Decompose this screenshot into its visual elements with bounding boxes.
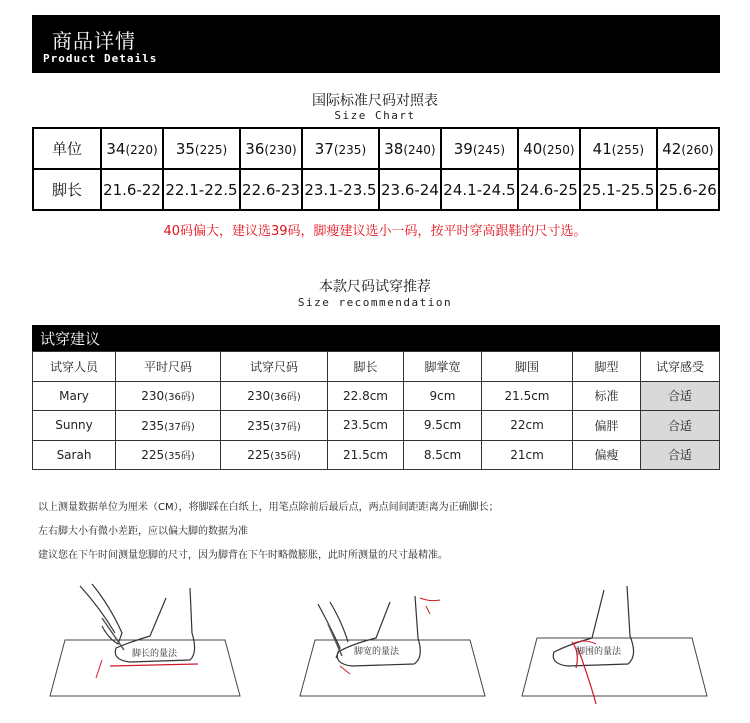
note-line: 建议您在下午时间测量您脚的尺寸，因为脚背在下午时略微膨胀，此时所测量的尺寸最精准。: [38, 550, 448, 561]
size-number: 37: [314, 139, 334, 158]
foot-width: 9cm: [404, 381, 482, 411]
illustration-label: 脚宽的量法: [354, 647, 400, 657]
foot-type: 偏瘦: [573, 440, 641, 470]
foot-type: 偏胖: [573, 411, 641, 441]
tried-size-code: (37码): [270, 421, 301, 433]
measurement-notes: [38, 496, 499, 568]
size-mm: (245): [472, 142, 506, 157]
column-header: 脚长: [328, 352, 404, 382]
fit-feeling: 合适: [641, 381, 720, 411]
fit-feeling: 合适: [641, 440, 720, 470]
size-row-unit: [33, 128, 719, 169]
illustration-label: 脚围的量法: [576, 647, 622, 657]
usual-size-value: 235: [141, 418, 165, 433]
size-number: 41: [592, 139, 612, 158]
usual-size: [116, 440, 221, 470]
size-row-foot-length: [33, 169, 719, 210]
foot-length-illustration: [40, 578, 250, 708]
size-number: 40: [523, 139, 543, 158]
foot-girth: 21.5cm: [482, 381, 573, 411]
usual-size: [116, 411, 221, 441]
size-mm: (230): [264, 142, 297, 157]
tried-size: [221, 381, 328, 411]
size-number: 35: [175, 139, 195, 158]
tried-size-code: (36码): [270, 392, 301, 404]
foot-length-cell: 22.1-22.5: [163, 169, 240, 210]
size-cell: [518, 128, 580, 169]
recommendation-title: 本款尺码试穿推荐: [319, 279, 431, 295]
header-title-cn: 商品详情: [52, 29, 136, 53]
foot-length-cell: 22.6-23: [240, 169, 302, 210]
size-number: 36: [245, 139, 265, 158]
header-title-en: Product Details: [43, 52, 158, 65]
usual-size: [116, 381, 221, 411]
size-mm: (220): [125, 142, 158, 157]
column-header: 脚掌宽: [404, 352, 482, 382]
size-mm: (235): [333, 142, 367, 157]
size-cell: [580, 128, 657, 169]
fit-section-header: [32, 325, 720, 351]
foot-type: 标准: [573, 381, 641, 411]
column-header: 试穿尺码: [221, 352, 328, 382]
size-cell: [101, 128, 163, 169]
foot-length-cell: 23.6-24: [379, 169, 441, 210]
tried-size: [221, 440, 328, 470]
size-row-label: 单位: [33, 128, 101, 169]
usual-size-code: (35码): [164, 451, 195, 463]
tried-size-value: 230: [247, 389, 271, 404]
size-chart-title: 国际标准尺码对照表: [312, 93, 438, 109]
size-cell: [302, 128, 379, 169]
note-line: 左右脚大小有微小差距，应以偏大脚的数据为准: [38, 526, 248, 537]
size-number: 39: [453, 139, 473, 158]
foot-length-cell: 24.1-24.5: [441, 169, 518, 210]
table-row: [33, 440, 720, 470]
column-header: 平时尺码: [116, 352, 221, 382]
tester-name: Sarah: [33, 440, 116, 470]
fit-section-label: 试穿建议: [40, 330, 101, 348]
size-cell: [240, 128, 302, 169]
size-mm: (250): [542, 142, 575, 157]
size-advice-note: 40码偏大，建议选39码，脚瘦建议选小一码，按平时穿高跟鞋的尺寸选。: [163, 224, 587, 239]
foot-length-cell: 25.6-26: [657, 169, 719, 210]
foot-length-cell: 24.6-25: [518, 169, 580, 210]
tried-size: [221, 411, 328, 441]
foot-girth: 22cm: [482, 411, 573, 441]
tester-name: Sunny: [33, 411, 116, 441]
size-cell: [379, 128, 441, 169]
column-header: 脚围: [482, 352, 573, 382]
foot-width: 9.5cm: [404, 411, 482, 441]
column-header: 试穿人员: [33, 352, 116, 382]
column-header: 脚型: [573, 352, 641, 382]
note-line: 以上测量数据单位为厘米（CM），将脚踩在白纸上，用笔点除前后最后点，两点间间距距离为正确脚长；: [38, 502, 499, 513]
tester-name: Mary: [33, 381, 116, 411]
foot-width-illustration: [290, 578, 500, 708]
foot-girth-illustration: [512, 578, 722, 708]
foot-length: 22.8cm: [328, 381, 404, 411]
tried-size-code: (35码): [270, 451, 301, 463]
page-header-banner: [32, 15, 720, 73]
tried-size-value: 225: [247, 448, 271, 463]
size-mm: (225): [194, 142, 228, 157]
foot-width-drawing: [290, 578, 500, 708]
size-cell: [441, 128, 518, 169]
size-number: 42: [662, 139, 682, 158]
size-chart-table: [32, 127, 720, 211]
foot-length-cell: 25.1-25.5: [580, 169, 657, 210]
foot-length-cell: 23.1-23.5: [302, 169, 379, 210]
foot-length: 21.5cm: [328, 440, 404, 470]
size-mm: (255): [611, 142, 645, 157]
size-cell: [657, 128, 719, 169]
foot-girth: 21cm: [482, 440, 573, 470]
size-mm: (260): [681, 142, 714, 157]
column-header: 试穿感受: [641, 352, 720, 382]
recommendation-subtitle: Size recommendation: [297, 296, 453, 309]
tried-size-value: 235: [247, 418, 271, 433]
usual-size-value: 225: [141, 448, 165, 463]
foot-width: 8.5cm: [404, 440, 482, 470]
usual-size-code: (37码): [164, 421, 195, 433]
usual-size-code: (36码): [164, 392, 195, 404]
foot-girth-drawing: [512, 578, 722, 708]
size-row-label: 脚长: [33, 169, 101, 210]
fit-table-header-row: [33, 352, 720, 382]
foot-length-cell: 21.6-22: [101, 169, 163, 210]
size-cell: [163, 128, 240, 169]
fit-feeling: 合适: [641, 411, 720, 441]
illustration-label: 脚长的量法: [132, 649, 178, 659]
size-chart-subtitle: Size Chart: [334, 109, 416, 122]
foot-length-drawing: [40, 578, 250, 708]
usual-size-value: 230: [141, 389, 165, 404]
fit-table: [32, 351, 720, 470]
foot-length: 23.5cm: [328, 411, 404, 441]
table-row: [33, 411, 720, 441]
size-number: 38: [384, 139, 404, 158]
size-number: 34: [106, 139, 126, 158]
table-row: [33, 381, 720, 411]
size-mm: (240): [403, 142, 436, 157]
